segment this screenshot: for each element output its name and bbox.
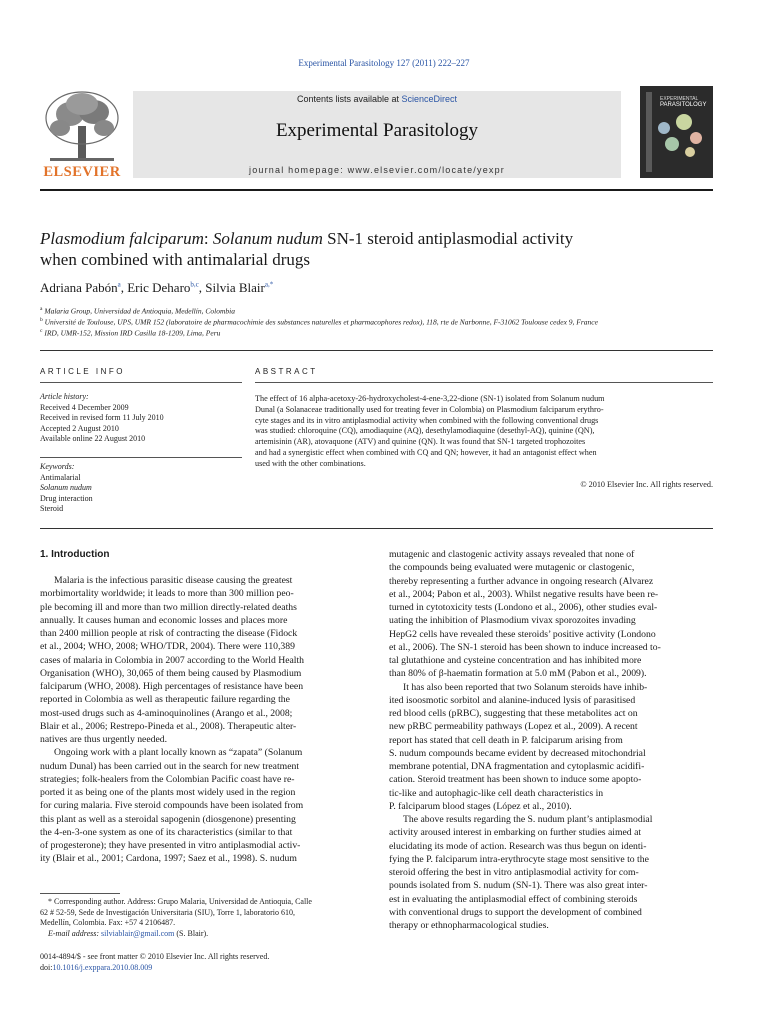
info-rule-1: [40, 382, 242, 383]
affiliation-b: [40, 317, 598, 327]
keyword: Antimalarial: [40, 472, 81, 482]
affiliation-a: [40, 306, 235, 316]
article-info-heading: ARTICLE INFO: [40, 367, 125, 376]
sciencedirect-link[interactable]: ScienceDirect: [401, 94, 458, 104]
footnote-line: * Corresponding author. Address: Grupo Malaria, Universidad de Antioquia, Calle: [48, 897, 312, 906]
history-item: Received 4 December 2009: [40, 402, 129, 412]
publisher-name: ELSEVIER: [43, 164, 121, 180]
text-line: report has stated that cell death in P. falciparum arising from: [389, 734, 623, 746]
affil-sup: a: [40, 306, 43, 312]
text-line: turned in cytotoxicity tests (Londono et al., 2006), other studies eval-: [389, 602, 658, 613]
text-line: the compounds being evaluated were mutagenic or clastogenic,: [389, 562, 635, 574]
author-list: [40, 280, 273, 296]
title-line-2: when combined with antimalarial drugs: [40, 250, 311, 269]
keyword: Steroid: [40, 504, 64, 513]
journal-citation[interactable]: Experimental Parasitology 127 (2011) 222–227: [298, 58, 470, 68]
affil-sup: c: [40, 328, 43, 334]
text-line: ple becoming ill and more than two million directly-related deaths: [40, 601, 297, 613]
text-line: et al., 2006). The SN-1 steroid has been shown to induce increased to-: [389, 641, 661, 653]
cover-line-2: PARASITOLOGY: [660, 102, 707, 108]
abstract-bottom-rule: [40, 528, 713, 529]
author-affil-sup[interactable]: a: [117, 280, 121, 289]
text-line: annually. It causes human and economic losses and places more: [40, 614, 288, 626]
text-line: pounds isolated from S. nudum (SN-1). There was also great inter-: [389, 880, 648, 892]
text-line: the 4-en-3-one system as one of its characteristics (similar to that: [40, 826, 293, 838]
text-line: of progesterone); they have presented in vitro antiplasmodial activ-: [40, 840, 301, 851]
text-line: uating the inhibition of Plasmodium vivax sporozoites invading: [389, 615, 636, 627]
section-heading: 1. Introduction: [40, 549, 110, 560]
keywords: [40, 462, 93, 515]
author-sep: ,: [120, 280, 128, 295]
cover-line-1: EXPERIMENTAL: [660, 96, 699, 102]
author-name[interactable]: Eric Deharo: [127, 280, 191, 295]
text-line: et al., 2004; WHO, 2008; WHO/TDR, 2004). There were 110,389: [40, 641, 295, 653]
text-line: than 80% of β-haematin formation at 5.0 mM (Pabon et al., 2009).: [389, 668, 647, 680]
footnote: [40, 897, 376, 939]
text-line: than 2400 million people at risk of contracting the disease (Fidock: [40, 628, 298, 639]
abstract-line: and had a synergistic effect when combined with CQ and QN; however, it had an antagonist effect when: [255, 447, 597, 457]
journal-cover-image: [640, 86, 713, 178]
author-sep: ,: [198, 280, 206, 295]
text-line: ported it as being one of the plants most widely used in the region: [40, 787, 296, 798]
text-line: membrane potential, DNA fragmentation and cytoplasmic acidifi-: [389, 761, 645, 772]
abstract-line: cyte stages and its in vitro antiplasmodial activity when combined with the following conventional drugs: [255, 415, 599, 425]
text-line: tal glutathione and cysteine concentration and has inhibited more: [389, 655, 642, 666]
abstract-line: was studied: chloroquine (CQ), amodiaquine (AQ), desethylamodiaquine (desethyl-AQ), quinine (QN),: [255, 426, 595, 436]
footnote-line: 62 # 52-59, Sede de Investigación Universitaria (SIU), Torre 1, laboratorio 610,: [40, 907, 296, 917]
header-rule: [40, 189, 713, 191]
history-item: Received in revised form 11 July 2010: [40, 413, 164, 422]
footnote-rule: [40, 893, 120, 894]
email-label: E-mail address:: [48, 928, 102, 938]
text-line: thereby representing a further advance in ongoing research (Alvarez: [389, 575, 654, 587]
text-line: It has also been reported that two Solanum steroids have inhib-: [403, 681, 648, 693]
text-line: tic-like and autophagic-like cell death characteristics in: [389, 787, 604, 799]
text-line: nudum Dunal) has been carried out in the search for new treatment: [40, 760, 300, 772]
email-suffix: (S. Blair).: [174, 928, 209, 938]
text-line: this plant as well as a steroidal sapogenin (diosgenone) presenting: [40, 813, 296, 825]
text-line: with conventional drugs to support the development of combined: [389, 906, 642, 918]
affil-text: Malaria Group, Universidad de Antioquia, Medellín, Colombia: [44, 306, 235, 316]
contents-line: [133, 94, 621, 104]
title-rule: [40, 350, 713, 351]
affil-text: Université de Toulouse, UPS, UMR 152 (laboratoire de pharmacochimie des substances naturelles et pharmacophores redox), 118, rte de Narbonne, F-31062 Toulouse cedex 9, France: [44, 317, 598, 327]
abstract-body: [255, 394, 713, 470]
affil-text: IRD, UMR-152, Mission IRD Casilla 18-1209, Lima, Peru: [44, 328, 221, 338]
text-line: mutagenic and clastogenic activity assays revealed that none of: [389, 549, 635, 560]
title-sep: :: [203, 229, 213, 248]
author-affil-sup[interactable]: a,*: [264, 280, 274, 289]
keywords-label: Keywords:: [40, 462, 75, 471]
email-link[interactable]: silviablair@gmail.com: [101, 928, 175, 938]
info-rule-2: [40, 457, 242, 458]
text-line: S. nudum compounds became evident by decreased mitochondrial: [389, 747, 646, 759]
text-line: new pRBC permeability pathways (Lopez et al., 2009). A recent: [389, 721, 638, 733]
article-history: [40, 392, 164, 445]
text-line: elucidating its mode of action. Research was thus begun on identi-: [389, 840, 647, 852]
doi-label: doi:: [40, 963, 53, 972]
abstract-rule: [255, 382, 713, 383]
text-line: ited isoosmotic sorbitol and alanine-induced lysis of parasitised: [389, 694, 636, 706]
text-line: morbimortality worldwide; it leads to more than 300 million peo-: [40, 588, 294, 600]
author-affil-sup[interactable]: b,c: [190, 280, 199, 289]
text-line: Blair et al., 2006; Restrepo-Pineda et al., 2008). Therapeutic alter-: [40, 720, 297, 732]
abstract-line: The effect of 16 alpha-acetoxy-26-hydroxycholest-4-ene-3,22-dione (SN-1) isolated from Solanum nudum: [255, 394, 605, 403]
affil-sup: b: [40, 317, 43, 323]
issn-line: 0014-4894/$ - see front matter © 2010 Elsevier Inc. All rights reserved.: [40, 952, 270, 961]
contents-prefix: Contents lists available at: [296, 94, 402, 104]
affiliation-c: [40, 328, 220, 338]
author-name[interactable]: Adriana Pabón: [40, 280, 118, 295]
journal-homepage[interactable]: journal homepage: www.elsevier.com/locate/yexpr: [249, 165, 505, 175]
text-line: strategies; folk-healers from the Colombian Pacific coast have re-: [40, 773, 295, 785]
history-label: Article history:: [40, 392, 89, 401]
text-line: activity aroused interest in embarking on further studies aimed at: [389, 827, 642, 839]
title-rest: SN-1 steroid antiplasmodial activity: [322, 229, 574, 248]
text-line: fying the P. falciparum intra-erythrocyte stage most sensitive to the: [389, 853, 649, 865]
keyword: Drug interaction: [40, 493, 93, 503]
page-footer: [40, 951, 269, 973]
text-line: The above results regarding the S. nudum plant’s antiplasmodial: [403, 814, 653, 825]
keyword: Solanum nudum: [40, 483, 92, 492]
text-line: Ongoing work with a plant locally known as “zapata” (Solanum: [54, 747, 303, 759]
footnote-line: Medellín, Colombia. Fax: +57 4 2106487.: [40, 918, 176, 927]
title-italic-2: Solanum nudum: [212, 229, 323, 248]
intro-right-column: [389, 548, 713, 932]
text-line: HepG2 cells have revealed these steroids’ positive activity (Londono: [389, 628, 656, 640]
text-line: for curing malaria. Five steroid compounds have been isolated from: [40, 800, 304, 812]
abstract-line: Dunal (a Solanaceae traditionally used for treating fever in Colombia) on Plasmodium falciparum erythro-: [255, 404, 604, 414]
text-line: falciparum (WHO, 2008). High percentages of resistance have been: [40, 681, 304, 692]
text-line: natives are thus urgently needed.: [40, 734, 168, 745]
text-line: therapy or ethnopharmacological studies.: [389, 920, 549, 931]
abstract-line: artemisinin (AR), atovaquone (ATV) and quinine (QN). It was found that SN-1 targeted trophozoites: [255, 437, 586, 447]
text-line: cases of malaria in Colombia in 2007 according to the World Health: [40, 654, 305, 666]
abstract-heading: ABSTRACT: [255, 367, 318, 376]
text-line: red blood cells (pRBC), suggesting that these metabolites act on: [389, 708, 638, 719]
abstract-line: used with the other combinations.: [255, 458, 366, 468]
article-title: [40, 228, 720, 270]
title-italic-1: Plasmodium falciparum: [40, 229, 204, 248]
text-line: Organisation (WHO), 30,065 of them being caused by Plasmodium: [40, 667, 302, 679]
text-line: reported in Colombia as well as therapeutic failure regarding the: [40, 694, 290, 706]
journal-title: Experimental Parasitology: [275, 120, 479, 141]
history-item: Accepted 2 August 2010: [40, 423, 119, 433]
author-name[interactable]: Silvia Blair: [205, 280, 265, 295]
text-line: cation. Steroid treatment has been shown to induce some apopto-: [389, 774, 642, 786]
text-line: ity (Blair et al., 2001; Cardona, 1997; Saez et al., 1998). S. nudum: [40, 853, 297, 865]
intro-left-column: [40, 574, 376, 866]
text-line: P. falciparum blood stages (López et al., 2010).: [389, 800, 572, 812]
text-line: steroid offering the best in vitro antiplasmodial activity for com-: [389, 867, 639, 878]
text-line: est in evaluating the antiplasmodial effect of combining steroids: [389, 893, 638, 905]
doi-link[interactable]: 10.1016/j.exppara.2010.08.009: [52, 963, 153, 972]
text-line: most-used drugs such as 4-aminoquinolines (Arango et al., 2008;: [40, 707, 293, 719]
text-line: Malaria is the infectious parasitic disease causing the greatest: [54, 575, 293, 586]
abstract-copyright: © 2010 Elsevier Inc. All rights reserved.: [580, 480, 713, 489]
history-item: Available online 22 August 2010: [40, 434, 146, 443]
text-line: et al., 2004; Pabon et al., 2003). Whilst negative results have been re-: [389, 588, 659, 600]
